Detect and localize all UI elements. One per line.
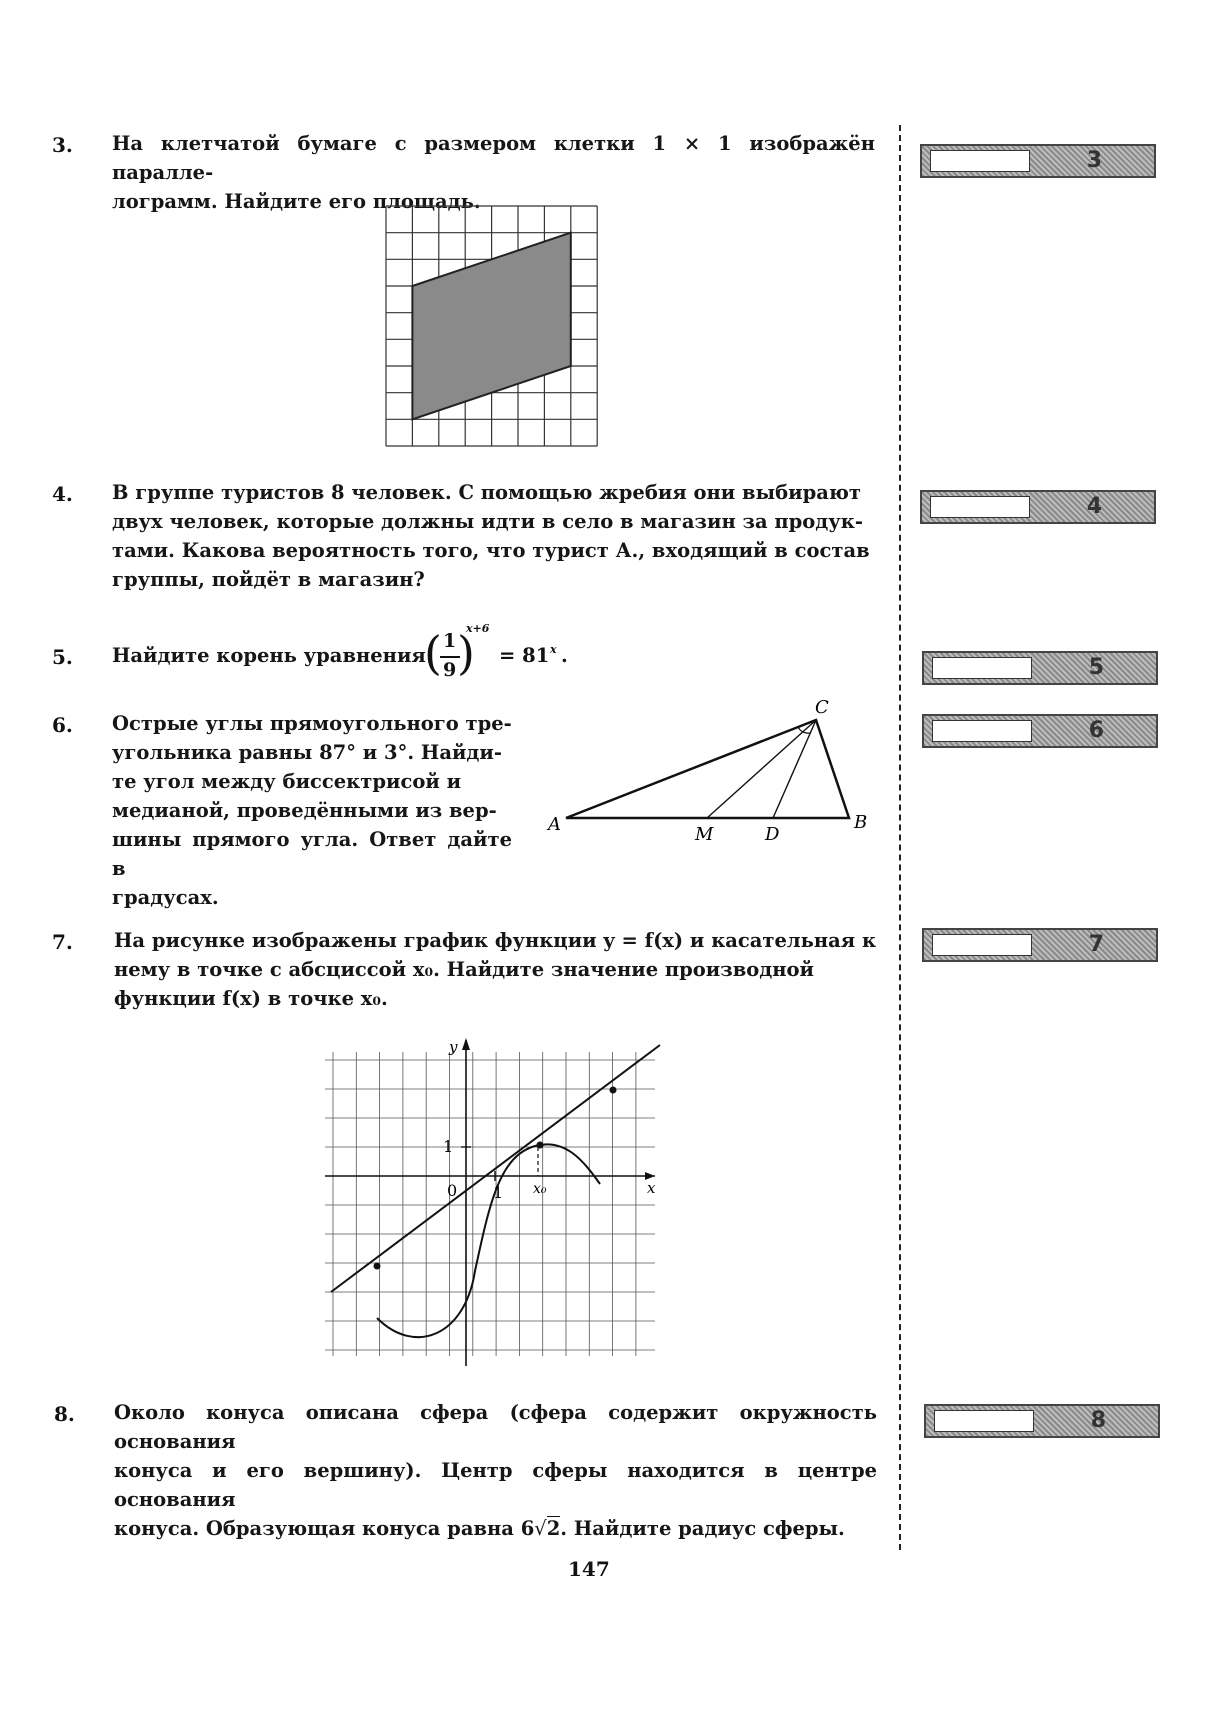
cut-line — [899, 125, 901, 1550]
answer-box-3-label: 3 — [1086, 148, 1102, 173]
right-paren: ) — [457, 626, 475, 680]
answer-field-5[interactable] — [932, 657, 1032, 679]
problem-8-line-3-start: конуса. Образующая конуса равна 6 — [114, 1517, 535, 1540]
left-paren: ( — [424, 626, 442, 680]
y-unit-label: 1 — [443, 1137, 454, 1156]
problem-6-text — [112, 709, 512, 912]
problem-4-line-1: В группе туристов 8 человек. С помощью жребия они выбирают — [112, 481, 861, 504]
x-axis-label: x — [647, 1179, 656, 1197]
problem-4-text — [112, 478, 875, 594]
parallelogram — [412, 233, 570, 420]
y-axis-label: y — [449, 1038, 458, 1056]
problem-3-line-1: На клетчатой бумаге с размером клетки 1 × 1 изображён паралле- — [112, 132, 875, 184]
problem-5-number: 5. — [52, 645, 73, 669]
answer-box-4 — [920, 490, 1156, 524]
answer-field-7[interactable] — [932, 934, 1032, 956]
tangency-point — [537, 1142, 544, 1149]
vertex-a-label: A — [548, 814, 561, 835]
problem-3-line-2: лограмм. Найдите его площадь. — [112, 190, 481, 213]
median-cm — [707, 720, 816, 818]
graph-grid — [325, 1052, 655, 1356]
problem-4-line-2: двух человек, которые должны идти в село в магазин за продук- — [112, 510, 863, 533]
answer-field-3[interactable] — [930, 150, 1030, 172]
problem-4-number: 4. — [52, 482, 73, 506]
problem-8-line-2: конуса и его вершину). Центр сферы находится в центре основания — [114, 1459, 877, 1511]
page-number: 147 — [568, 1557, 610, 1581]
problem-8-line-1: Около конуса описана сфера (сфера содержит окружность основания — [114, 1401, 877, 1453]
problem-6-line-6: градусах. — [112, 886, 219, 909]
origin-label: 0 — [447, 1181, 458, 1200]
problem-7-line-2: нему в точке с абсциссой x₀. Найдите значение производной — [114, 958, 815, 981]
answer-box-5-label: 5 — [1088, 655, 1104, 680]
triangle-figure — [540, 696, 880, 846]
x0-label: x₀ — [533, 1181, 547, 1197]
sqrt-radicand: 2 — [546, 1517, 561, 1540]
answer-box-7-label: 7 — [1088, 932, 1104, 957]
y-axis-arrow — [462, 1038, 470, 1050]
answer-box-8-label: 8 — [1090, 1408, 1106, 1433]
answer-box-4-label: 4 — [1086, 494, 1102, 519]
point-d-label: D — [765, 824, 780, 845]
problem-6-number: 6. — [52, 713, 73, 737]
problem-6-line-4: медианой, проведёнными из вер- — [112, 799, 497, 822]
vertex-c-label: C — [815, 697, 829, 718]
problem-6-line-5: шины прямого угла. Ответ дайте в — [112, 828, 512, 880]
function-graph — [325, 1036, 665, 1366]
answer-field-6[interactable] — [932, 720, 1032, 742]
fraction-denominator: 9 — [443, 659, 457, 681]
problem-8-text — [114, 1398, 877, 1543]
problem-8-line-3-end: . Найдите радиус сферы. — [560, 1517, 845, 1540]
equation-period: . — [561, 644, 568, 667]
answer-field-4[interactable] — [930, 496, 1030, 518]
answer-box-5 — [922, 651, 1158, 685]
problem-3-number: 3. — [52, 133, 73, 157]
problem-7-line-3: функции f(x) в точке x₀. — [114, 987, 388, 1010]
tangent-line — [331, 1045, 660, 1292]
tangent-point-left — [374, 1263, 381, 1270]
problem-6-line-3: те угол между биссектрисой и — [112, 770, 462, 793]
answer-box-6 — [922, 714, 1158, 748]
problem-7-number: 7. — [52, 930, 73, 954]
problem-6-line-1: Острые углы прямоугольного тре- — [112, 712, 512, 735]
fraction-numerator: 1 — [443, 630, 457, 652]
vertex-b-label: B — [854, 812, 868, 833]
problem-8-line-3 — [114, 1514, 877, 1543]
answer-box-6-label: 6 — [1088, 718, 1104, 743]
problem-8-number: 8. — [54, 1402, 75, 1426]
answer-field-8[interactable] — [934, 1410, 1034, 1432]
problem-5-text: Найдите корень уравнения — [112, 644, 426, 667]
triangle-abc — [566, 720, 849, 818]
equation-rhs: = 81 — [499, 644, 550, 667]
answer-box-8 — [924, 1404, 1160, 1438]
sqrt-sign: √ — [534, 1517, 547, 1540]
answer-box-3 — [920, 144, 1156, 178]
parallelogram-figure — [380, 202, 600, 452]
problem-7-line-1: На рисунке изображены график функции y = f(x) и касательная к — [114, 929, 877, 952]
equation-rhs-exponent: x — [550, 643, 557, 656]
tangent-point-right — [610, 1087, 617, 1094]
point-m-label: M — [695, 824, 714, 845]
problem-7-text — [114, 926, 877, 1013]
problem-6-line-2: угольника равны 87° и 3°. Найди- — [112, 741, 502, 764]
x-unit-label: 1 — [493, 1183, 504, 1202]
problem-4-line-4: группы, пойдёт в магазин? — [112, 568, 425, 591]
equation-exponent: x+6 — [466, 622, 490, 635]
answer-box-7 — [922, 928, 1158, 962]
problem-4-line-3: тами. Какова вероятность того, что турист А., входящий в состав — [112, 539, 870, 562]
